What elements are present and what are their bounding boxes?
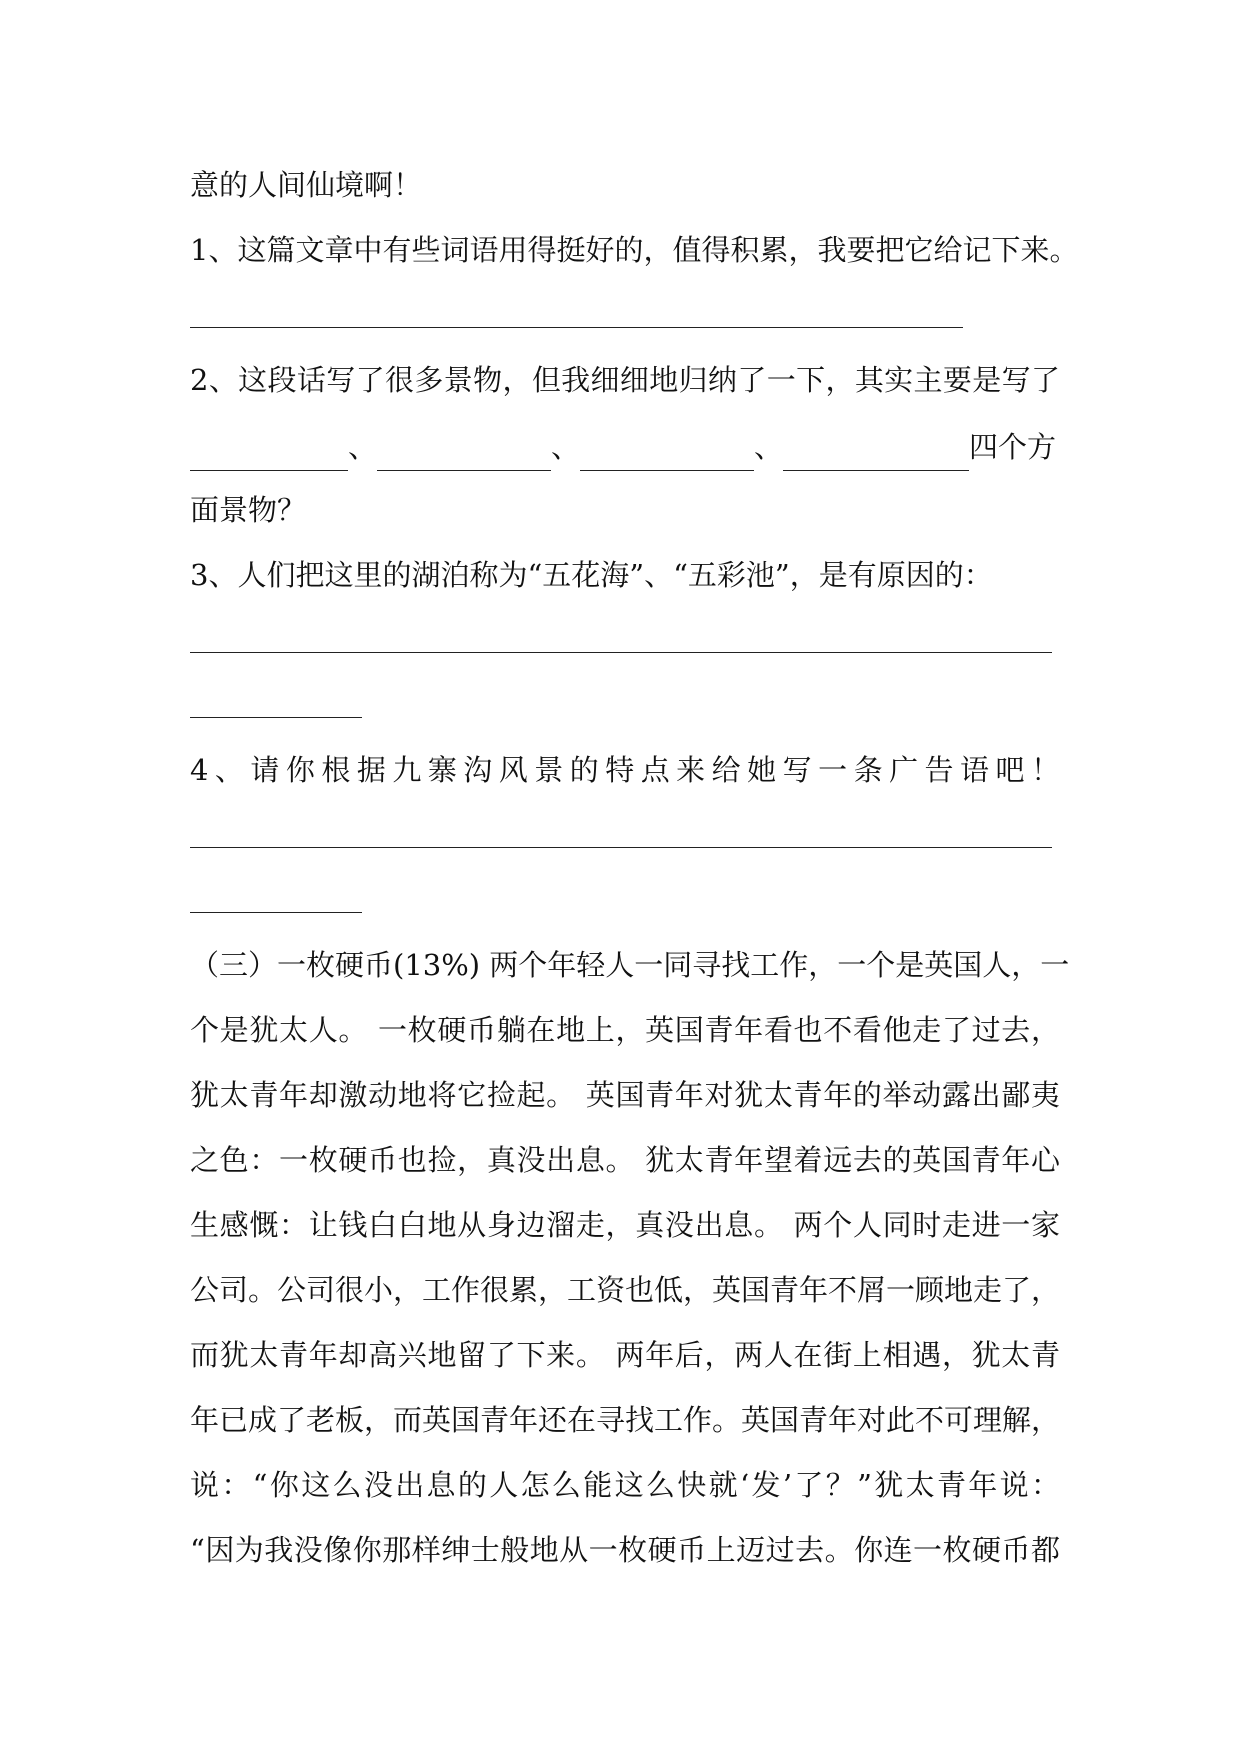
section-3-line: 犹太青年却激动地将它捡起。 英国青年对犹太青年的举动露出鄙夷	[190, 1078, 1060, 1112]
answer-blank-2a[interactable]	[190, 470, 348, 471]
section-3-line: 年已成了老板，而英国青年还在寻找工作。英国青年对此不可理解，	[190, 1403, 1061, 1437]
blank-separator: 、	[551, 430, 581, 464]
section-3-line: 而犹太青年却高兴地留了下来。 两年后，两人在街上相遇，犹太青	[190, 1338, 1060, 1372]
answer-blank-1[interactable]	[190, 327, 963, 328]
answer-blank-2b[interactable]	[377, 470, 551, 471]
answer-blank-4b[interactable]	[190, 912, 362, 913]
question-2: 2、这段话写了很多景物，但我细细地归纳了一下，其实主要是写了	[190, 363, 1060, 397]
section-3-line: 生感慨：让钱白白地从身边溜走，真没出息。 两个人同时走进一家	[190, 1208, 1060, 1242]
question-4: 4、请你根据九寨沟风景的特点来给她写一条广告语吧！	[190, 753, 1060, 787]
question-2-blanks-row	[190, 427, 1056, 467]
answer-blank-2c[interactable]	[580, 470, 754, 471]
section-3-line: 公司。公司很小，工作很累，工资也低，英国青年不屑一顾地走了，	[190, 1273, 1061, 1307]
section-3-line: 说：“你这么没出息的人怎么能这么快就‘发’了？”犹太青年说：	[190, 1468, 1060, 1502]
question-1: 1、这篇文章中有些词语用得挺好的，值得积累，我要把它给记下来。	[190, 233, 1079, 267]
question-2-tail: 四个方	[969, 430, 1057, 464]
answer-blank-3b[interactable]	[190, 717, 362, 718]
section-3-line: 之色：一枚硬币也捡，真没出息。 犹太青年望着远去的英国青年心	[190, 1143, 1060, 1177]
question-2-continuation: 面景物？	[190, 493, 307, 527]
section-3-line: （三）一枚硬币(13%) 两个年轻人一同寻找工作，一个是英国人，一	[190, 948, 1070, 982]
section-3-line: “因为我没像你那样绅士般地从一枚硬币上迈过去。你连一枚硬币都	[190, 1533, 1060, 1567]
answer-blank-3a[interactable]	[190, 652, 1052, 653]
blank-separator: 、	[348, 430, 378, 464]
answer-blank-4a[interactable]	[190, 847, 1052, 848]
question-3: 3、人们把这里的湖泊称为“五花海”、“五彩池”，是有原因的：	[190, 558, 993, 592]
passage-end: 意的人间仙境啊！	[190, 168, 423, 202]
answer-blank-2d[interactable]	[783, 470, 969, 471]
blank-separator: 、	[754, 430, 784, 464]
section-3-line: 个是犹太人。 一枚硬币躺在地上，英国青年看也不看他走了过去，	[190, 1013, 1060, 1047]
